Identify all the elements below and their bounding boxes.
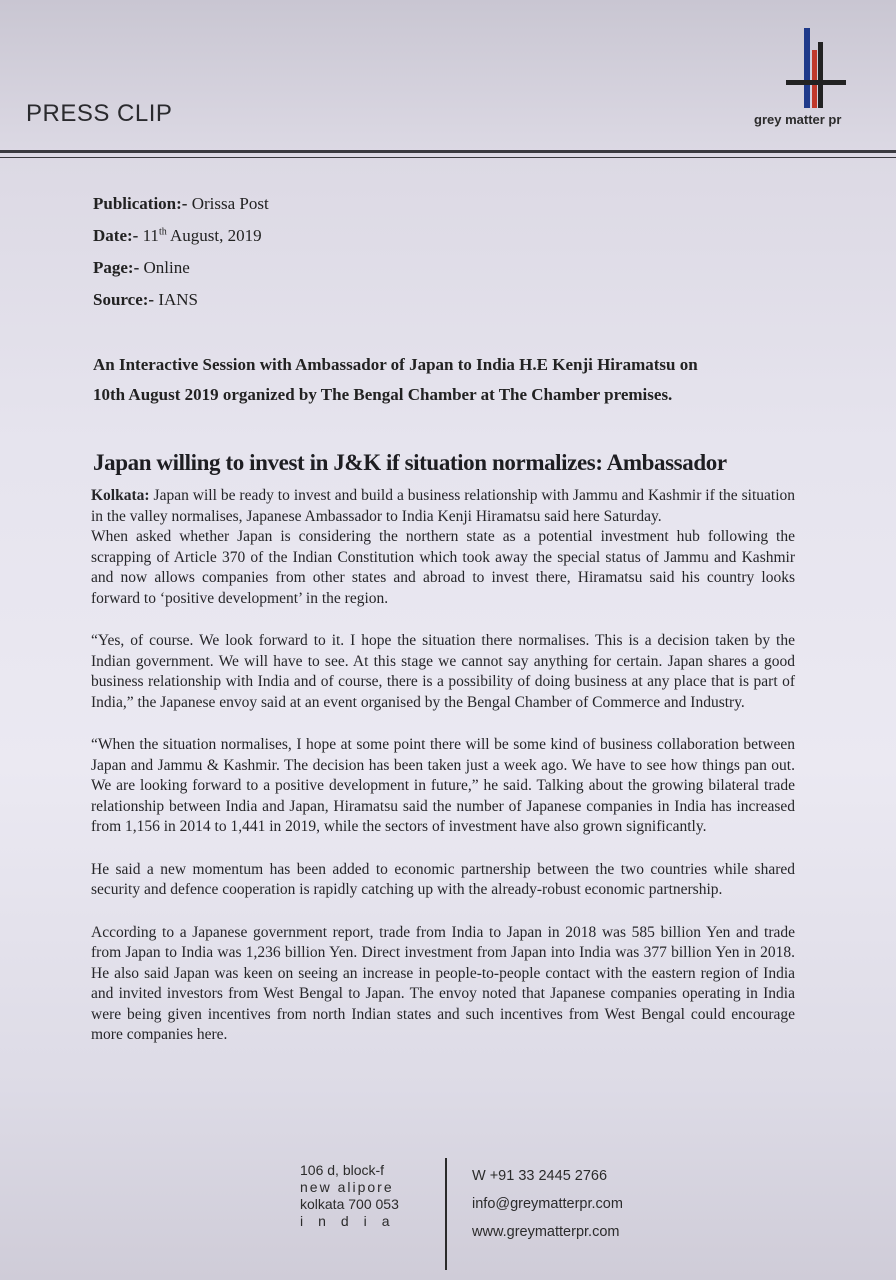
date-row [93,220,269,252]
header-rule-thin [0,157,896,158]
email-address: info@greymatterpr.com [472,1196,623,1212]
paragraph-6: According to a Japanese government report, trade from India to Japan in 2018 was 585 billion Yen and trade from Japan to India was 1,236 billion Yen. Direct investment from Japan into India was 377 billion Yen in 2018. He also said Japan was keen on seeing an increase in people-to-people contact with the eastern region of India and invited investors from West Bengal to Japan. The envoy noted that Japanese companies operating in India were being given incentives from north Indian states and such incentives from West Bengal could encourage more companies here. [91,923,795,1043]
session-intro [93,350,793,410]
intro-line-2: 10th August 2019 organized by The Bengal Chamber at The Chamber premises. [93,385,673,404]
date-day: 11 [142,226,159,245]
address-line-3: kolkata 700 053 [300,1196,399,1212]
logo-text: grey matter pr [754,112,842,127]
article-headline: Japan willing to invest in J&K if situation normalizes: Ambassador [93,450,727,475]
header-rule [0,150,896,153]
paragraph-5: He said a new momentum has been added to economic partnership between the two countries while shared security and defence cooperation is rapidly catching up with the already-robust economic partnership. [91,860,795,898]
address-line-2: new alipore [300,1179,394,1195]
date-rest: August, 2019 [170,226,262,245]
date-label: Date:- [93,226,139,245]
publication-label: Publication:- [93,194,188,213]
footer-contact [472,1162,692,1246]
grey-matter-logo [754,28,874,133]
press-clip-title: PRESS CLIP [26,100,173,127]
footer-divider [445,1158,447,1270]
dateline: Kolkata: [91,487,150,504]
paragraph-4: “When the situation normalises, I hope at some point there will be some kind of business collaboration between Japan and Jammu & Kashmir. The decision has been taken just a week ago. We have to see how things pan out. We are looking forward to a positive development in future,” he said. Talking about the growing bilateral trade relationship between India and Japan, Hiramatsu said the number of Japanese companies in India has increased from 1,156 in 2014 to 1,441 in 2019, while the sectors of investment have also grown significantly. [91,736,795,835]
page-label: Page:- [93,258,140,277]
paragraph-2: When asked whether Japan is considering the northern state as a potential investment hub following the scrapping of Article 370 of the Indian Constitution which took away the special status of Jammu and Kashmir and now allows companies from other states and abroad to invest there, Hiramatsu said his country looks forward to ‘positive development’ in the region. [91,528,795,607]
publication-value: Orissa Post [191,194,269,213]
footer-address [300,1162,430,1230]
publication-row [93,188,269,220]
source-row [93,284,269,316]
page-value: Online [143,258,190,277]
page-row [93,252,269,284]
paragraph-1-text: Japan will be ready to invest and build a business relationship with Jammu and Kashmir if the situation in the valley normalises, Japanese Ambassador to India Kenji Hiramatsu said here Saturday. [91,487,796,525]
paragraph-3: “Yes, of course. We look forward to it. I hope the situation there normalises. This is a decision taken by the Indian government. We will have to see. At this stage we cannot say anything for certain. Japan shares a good business relationship with India and of course, there is a possibility of doing business at any place that is part of India,” the Japanese envoy said at an event organised by the Bengal Chamber of Commerce and Industry. [91,632,795,711]
address-line-1: 106 d, block-f [300,1162,385,1178]
source-value: IANS [158,290,198,309]
source-label: Source:- [93,290,155,309]
logo-mark-icon [782,28,850,110]
article-body [91,486,795,1068]
publication-meta [93,188,269,316]
paragraph-1 [91,486,795,527]
intro-line-1: An Interactive Session with Ambassador of Japan to India H.E Kenji Hiramatsu on [93,355,698,374]
date-suffix: th [158,226,167,238]
address-line-4: india [300,1213,405,1229]
website-link: www.greymatterpr.com [472,1224,620,1240]
phone-number: W +91 33 2445 2766 [472,1168,608,1184]
